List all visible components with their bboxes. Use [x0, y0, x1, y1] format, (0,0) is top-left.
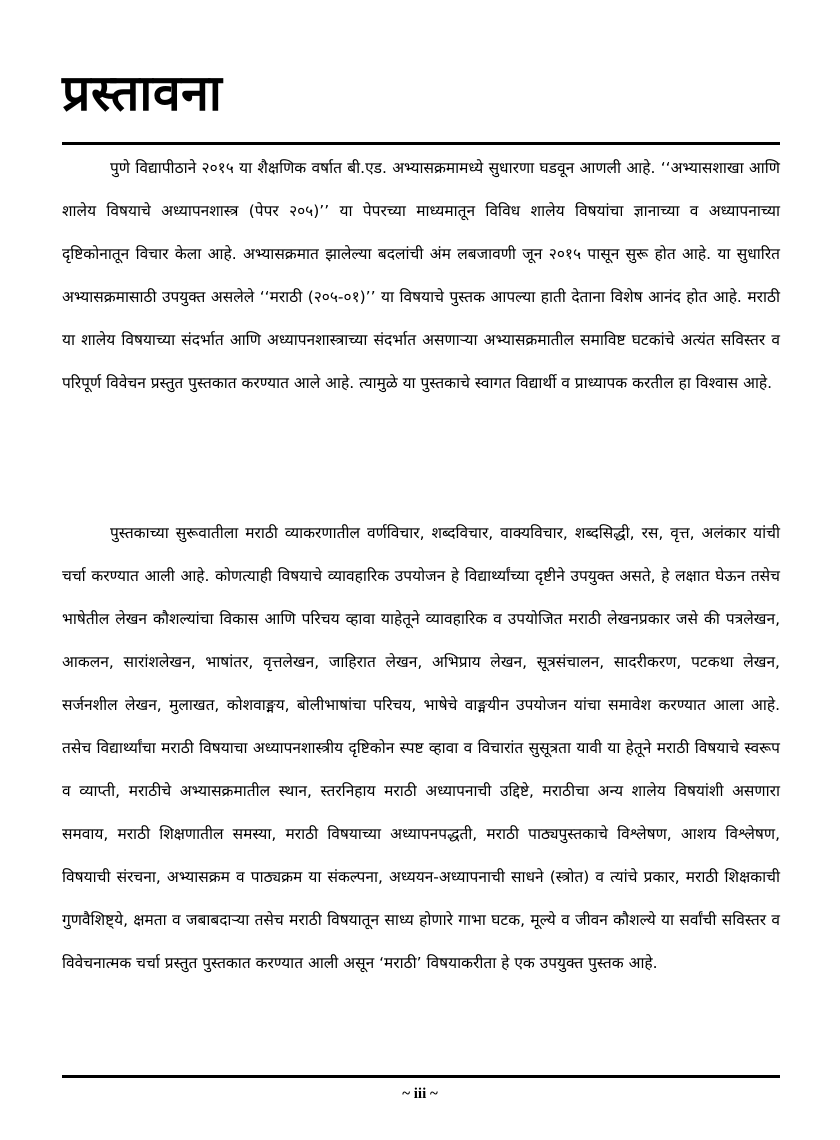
page-title: प्रस्तावना — [62, 64, 223, 122]
page-number: ~ iii ~ — [402, 1086, 438, 1102]
paragraph-1: पुणे विद्यापीठाने २०१५ या शैक्षणिक वर्षात बी.एड. अभ्यासक्रमामध्ये सुधारणा घडवून आणली आहे. ‘‘अभ्यासशाखा आणि शालेय विषयाचे अध्यापनशास्त्र (पेपर २०५)’’ या पेपरच्या माध्यमातून विविध शालेय विषयांचा ज्ञानाच्या व अध्यापनाच्या दृष्टिकोनातून विचार केला आहे. अभ्यासक्रमात झालेल्या बदलांची अंम लबजावणी जून २०१५ पासून सुरू होत आहे. या सुधारित अभ्यासक्रमासाठी उपयुक्त असलेले ‘‘मराठी (२०५-०१)’’ या विषयाचे पुस्तक आपल्या हाती देताना विशेष आनंद होत आहे. मराठी या शालेय विषयाच्या संदर्भात आणि अध्यापनशास्त्राच्या संदर्भात असणाऱ्या अभ्यासक्रमातील समाविष्ट घटकांचे अत्यंत सविस्तर व परिपूर्ण विवेचन प्रस्तुत पुस्तकात करण्यात आले आहे. त्यामुळे या पुस्तकाचे स्वागत विद्यार्थी व प्राध्यापक करतील हा विश्वास आहे. — [62, 159, 780, 392]
footer-divider — [62, 1075, 780, 1078]
paragraph-2: पुस्तकाच्या सुरूवातीला मराठी व्याकरणातील वर्णविचार, शब्दविचार, वाक्यविचार, शब्दसिद्धी, रस, वृत्त, अलंकार यांची चर्चा करण्यात आली आहे. कोणत्याही विषयाचे व्यावहारिक उपयोजन हे विद्यार्थ्यांच्या दृष्टीने उपयुक्त असते, हे लक्षात घेऊन तसेच भाषेतील लेखन कौशल्यांचा विकास आणि परिचय व्हावा याहेतूने व्यावहारिक व उपयोजित मराठी लेखनप्रकार जसे की पत्रलेखन, आकलन, सारांशलेखन, भाषांतर, वृत्तलेखन, जाहिरात लेखन, अभिप्राय लेखन, सूत्रसंचालन, सादरीकरण, पटकथा लेखन, सर्जनशील लेखन, मुलाखत, कोशवाङ्मय, बोलीभाषांचा परिचय, भाषेचे वाङ्मयीन उपयोजन यांचा समावेश करण्यात आला आहे. तसेच विद्यार्थ्यांचा मराठी विषयाचा अध्यापनशास्त्रीय दृष्टिकोन स्पष्ट व्हावा व विचारांत सुसूत्रता यावी या हेतूने मराठी विषयाचे स्वरूप व व्याप्ती, मराठीचे अभ्यासक्रमातील स्थान, स्तरनिहाय मराठी अध्यापनाची उद्दिष्टे, मराठीचा अन्य शालेय विषयांशी असणारा समवाय, मराठी शिक्षणातील समस्या, मराठी विषयाच्या अध्यापनपद्धती, मराठी पाठ्यपुस्तकाचे विश्लेषण, आशय विश्लेषण, विषयाची संरचना, अभ्यासक्रम व पाठ्यक्रम या संकल्पना, अध्ययन-अध्यापनाची साधने (स्त्रोत) व त्यांचे प्रकार, मराठी शिक्षकाची गुणवैशिष्ट्ये, क्षमता व जबाबदाऱ्या तसेच मराठी विषयातून साध्य होणारे गाभा घटक, मूल्ये व जीवन कौशल्ये या सर्वांची सविस्तर व विवेचनात्मक चर्चा प्रस्तुत पुस्तकात करण्यात आली असून ‘मराठी’ विषयाकरीता हे एक उपयुक्त पुस्तक आहे. — [62, 524, 780, 972]
title-divider — [62, 142, 780, 145]
